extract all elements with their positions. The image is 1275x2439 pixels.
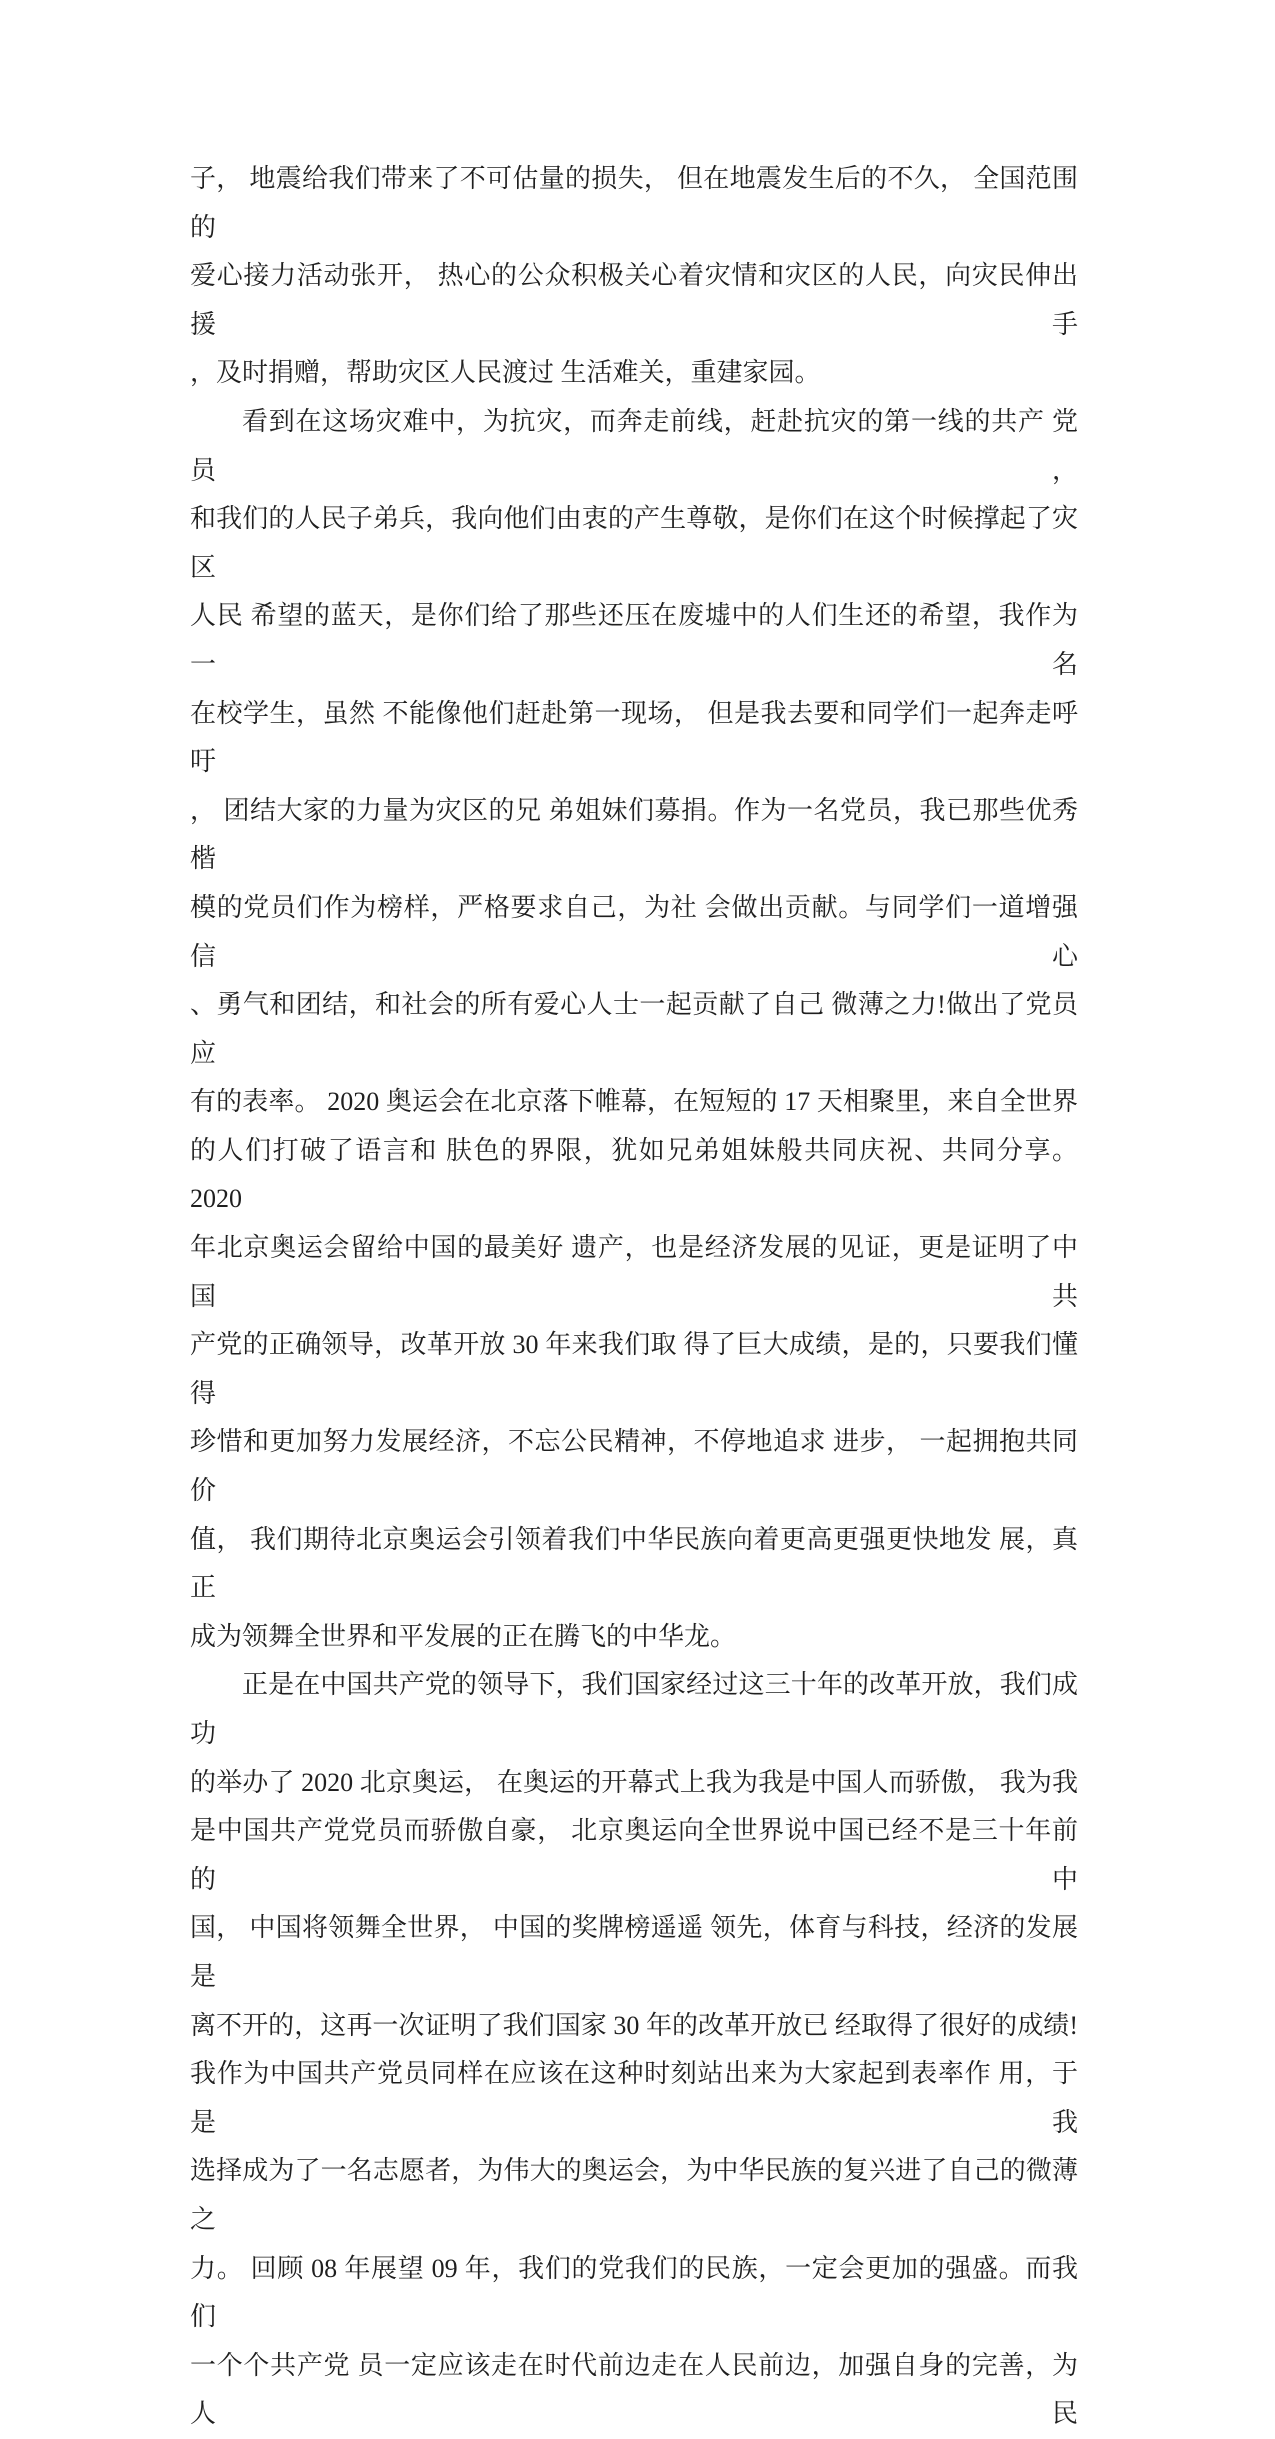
document-text — [190, 155, 1078, 2439]
text-line: ， 团结大家的力量为灾区的兄 弟姐妹们募捐。作为一名党员，我已那些优秀楷 — [190, 795, 1078, 874]
text-line: 一个个共产党 员一定应该走在时代前边走在人民前边，加强自身的完善，为人民 — [190, 2350, 1078, 2429]
text-line: 、勇气和团结，和社会的所有爱心人士一起贡献了自己 微薄之力!做出了党员应 — [190, 990, 1078, 1068]
text-line: 是中国共产党党员而骄傲自豪， 北京奥运向全世界说中国已经不是三十年前的中 — [190, 1816, 1078, 1894]
text-line: ，及时捐赠，帮助灾区人民渡过 生活难关，重建家园。 — [190, 358, 821, 388]
text-line: 模的党员们作为榜样，严格要求自己，为社 会做出贡献。与同学们一道增强信心 — [190, 892, 1078, 971]
text-line: 人民 希望的蓝天，是你们给了那些还压在废墟中的人们生还的希望，我作为一名 — [190, 601, 1078, 679]
text-line: 产党的正确领导，改革开放 30 年来我们取 得了巨大成绩，是的，只要我们懂得 — [190, 1330, 1078, 1408]
text-line: 离不开的，这再一次证明了我们国家 30 年的改革开放已 经取得了很好的成绩! — [190, 2010, 1078, 2040]
text-line: 和我们的人民子弟兵，我向他们由衷的产生尊敬，是你们在这个时候撑起了灾区 — [190, 504, 1078, 582]
text-line: 力。 回顾 08 年展望 09 年，我们的党我们的民族，一定会更加的强盛。而我们 — [190, 2253, 1078, 2332]
text-line: 成为领舞全世界和平发展的正在腾飞的中华龙。 — [190, 1621, 737, 1651]
text-line: 有的表率。 2020 奥运会在北京落下帷幕，在短短的 17 天相聚里，来自全世界 — [190, 1087, 1078, 1117]
text-line: 年北京奥运会留给中国的最美好 遗产，也是经济发展的见证，更是证明了中国共 — [190, 1233, 1078, 1311]
text-line: 爱心接力活动张开， 热心的公众积极关心着灾情和灾区的人民，向灾民伸出援手 — [190, 261, 1078, 339]
text-line: 我作为中国共产党员同样在应该在这种时刻站出来为大家起到表率作 用，于是我 — [190, 2059, 1078, 2137]
text-line: 国， 中国将领舞全世界， 中国的奖牌榜遥遥 领先，体育与科技，经济的发展是 — [190, 1913, 1078, 1991]
text-line: 在校学生，虽然 不能像他们赶赴第一现场， 但是我去要和同学们一起奔走呼吁 — [190, 698, 1078, 777]
text-line: 值， 我们期待北京奥运会引领着我们中华民族向着更高更强更快地发 展，真正 — [190, 1524, 1078, 1603]
text-line: 的人们打破了语言和 肤色的界限，犹如兄弟姐妹般共同庆祝、共同分享。2020 — [190, 1135, 1078, 1214]
text-line: 看到在这场灾难中，为抗灾，而奔走前线，赶赴抗灾的第一线的共产 党员， — [190, 406, 1078, 485]
text-line: 的举办了 2020 北京奥运， 在奥运的开幕式上我为我是中国人而骄傲， 我为我 — [190, 1767, 1078, 1797]
text-line: 正是在中国共产党的领导下，我们国家经过这三十年的改革开放，我们成功 — [190, 1670, 1078, 1748]
text-line: 子， 地震给我们带来了不可估量的损失， 但在地震发生后的不久， 全国范围的 — [190, 164, 1078, 242]
text-line: 选择成为了一名志愿者，为伟大的奥运会，为中华民族的复兴进了自己的微薄之 — [190, 2156, 1078, 2234]
text-line: 珍惜和更加努力发展经济，不忘公民精神，不停地追求 进步， 一起拥抱共同价 — [190, 1427, 1078, 1506]
